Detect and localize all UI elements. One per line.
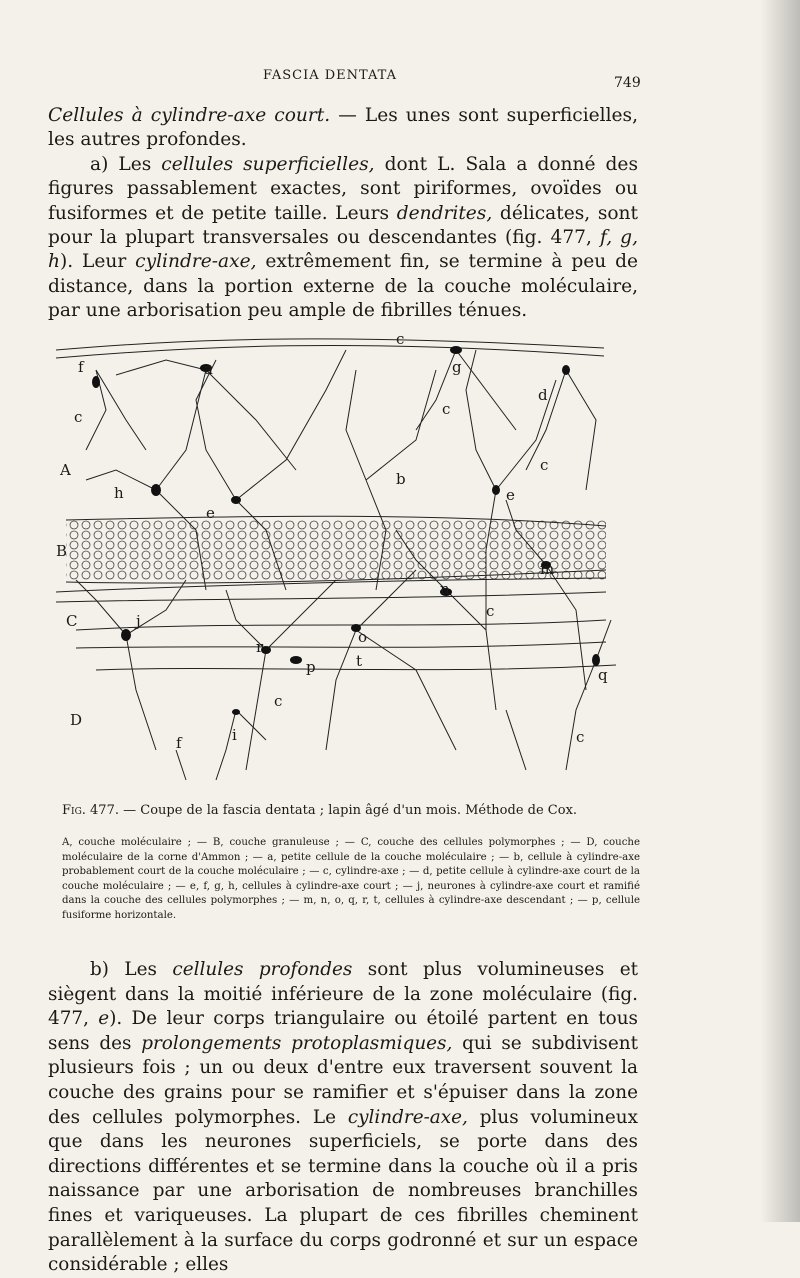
figure-label: c — [396, 330, 405, 348]
page-edge-shadow — [760, 0, 800, 1222]
figure-label: c — [442, 400, 451, 418]
figure-label: c — [274, 692, 283, 710]
legend-text: A, couche moléculaire ; — B, couche granuleuse ; — C, couche des cellules polymorphes ; — D, couche moléculaire de la corne d'Ammon ; — a, petite cellule de la couche moléculaire ; — b, cellule à cylindre-axe probablement court de la couche moléculaire ; — c, cylindre-axe ; — d, petite cellule à cylindre-axe court de la couche moléculaire ; — e, f, g, h, cellules à cylindre-axe court ; — j, neurones à cylindre-axe court et ramifié dans la couche des cellules polymorphes ; — m, n, o, q, r, t, cellules à cylindre-axe descendant ; — p, cellule fusiforme horizontale. — [62, 837, 640, 921]
figure-label: e — [506, 486, 515, 504]
figure-label: e — [206, 504, 215, 522]
figure-label: q — [598, 666, 608, 684]
figure-label: p — [306, 658, 316, 676]
running-head: FASCIA DENTATA — [262, 68, 398, 83]
figure-legend — [62, 836, 640, 924]
figure-label: i — [232, 726, 237, 744]
figure-label: j — [136, 612, 141, 630]
figure-label: f — [176, 734, 182, 752]
paragraph-short-axon-cells: Cellules à cylindre-axe court. — Les unes sont superficielles, les autres profondes. — [48, 105, 638, 151]
figure-label: m — [540, 560, 555, 578]
figure-label: c — [486, 602, 495, 620]
bottom-text-block — [48, 958, 638, 1278]
figure-label: o — [358, 628, 368, 646]
paragraph-superficial-cells: a) Les cellules superficielles, dont L. Sala a donné des figures passablement exactes, sont piriformes, ovoïdes ou fusiformes et de petite taille. Leurs dendrites, délicates, sont pour la plupart transversales ou descendantes (fig. 477, f, g, h). Leur cylindre-axe, extrêmement fin, se termine à peu de distance, dans la portion externe de la couche moléculaire, par une arborisation peu ample de fibrilles ténues. — [48, 153, 639, 322]
paragraph-deep-cells: b) Les cellules profondes sont plus volumineuses et siègent dans la moitié inférieure de la zone moléculaire (fig. 477, e). De leur corps triangulaire ou étoilé partent en tous sens des prolongements protoplasmiques, qui se subdivisent plusieurs fois ; un ou deux d'entre eux traversent souvent la couche des grains pour se ramifier et s'épuiser dans la zone des cellules polymorphes. Le cylindre-axe, plus volumineux que dans les neurones superficiels, se porte dans des directions différentes et se termine dans la couche où il a pris naissance par une arborisation de nombreuses branchilles fines et variqueuses. La plupart de ces fibrilles cheminent parallèlement à la surface du corps godronné et sur un espace considérable ; elles — [48, 959, 638, 1276]
top-text-block — [48, 104, 638, 324]
figure-label: c — [576, 728, 585, 746]
figure-number: Fig. 477. — [62, 803, 119, 818]
caption-text: — Coupe de la fascia dentata ; lapin âgé d'un mois. Méthode de Cox. — [118, 803, 578, 818]
figure-label: d — [538, 386, 548, 404]
figure-label: n — [440, 580, 450, 598]
figure-caption — [62, 803, 632, 818]
section-title: Cellules à cylindre-axe court. — [48, 105, 331, 126]
figure-label: c — [540, 456, 549, 474]
figure-label: g — [452, 358, 462, 376]
figure-label: c — [74, 408, 83, 426]
figure-label: t — [356, 652, 363, 670]
figure-label: r — [256, 638, 264, 656]
figure-label: h — [114, 484, 124, 502]
figure-label: A — [60, 461, 71, 479]
figure-477-illustration — [56, 330, 616, 785]
figure-label: C — [66, 612, 78, 630]
figure-label: b — [396, 470, 406, 488]
figure-label: a — [204, 360, 213, 378]
neuron-drawing — [56, 330, 616, 785]
figure-label: f — [78, 358, 84, 376]
figure-label: D — [70, 711, 83, 729]
page-number: 749 — [614, 75, 641, 91]
figure-label: B — [56, 542, 68, 560]
